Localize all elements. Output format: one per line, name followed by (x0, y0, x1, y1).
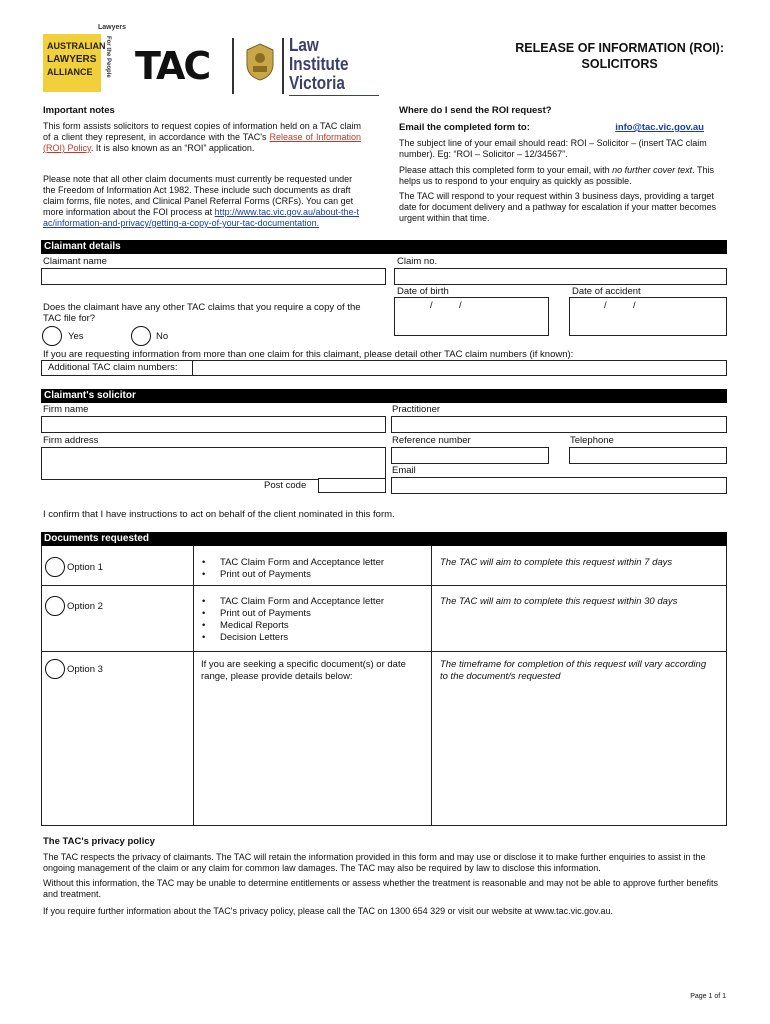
list-item: • Medical Reports (200, 620, 384, 632)
practitioner-field[interactable] (391, 416, 727, 433)
row-divider (432, 651, 727, 652)
practitioner-label: Practitioner (392, 404, 441, 415)
option-2-items (200, 596, 384, 644)
telephone-label: Telephone (570, 435, 614, 446)
law-institute-victoria-logo: Law Institute Victoria (289, 35, 349, 93)
no-label: No (156, 331, 169, 342)
list-item: • TAC Claim Form and Acceptance letter (200, 557, 384, 569)
firm-name-field[interactable] (41, 416, 386, 433)
option-3-radio[interactable] (45, 659, 65, 679)
option-1-label: Option 1 (67, 562, 103, 573)
row-divider (432, 585, 727, 586)
important-notes-paragraph-2: Please note that all other claim documents must currently be requested under the Freedom of Information Act 1982. These include such documents as draft claim forms, file notes, and Clinical Panel Referral Forms (CRFs). You can get more information about the FOI process at http://www.tac.vic.gov.au/about-the-tac/information-and-privacy/getting-a-copy-of-your-tac-documentation. (43, 174, 360, 228)
roi-policy-link[interactable]: Release of Information (ROI) Policy (43, 132, 361, 153)
documents-header: Documents requested (41, 532, 727, 546)
list-item: • Print out of Payments (200, 569, 384, 581)
postcode-field[interactable] (318, 478, 386, 493)
tac-email-link[interactable]: info@tac.vic.gov.au (615, 122, 704, 133)
privacy-heading: The TAC's privacy policy (43, 836, 155, 847)
option-3-cell (41, 652, 194, 826)
telephone-field[interactable] (569, 447, 727, 464)
solicitor-email-field[interactable] (391, 477, 727, 494)
page-number: Page 1 of 1 (690, 993, 726, 1000)
solicitor-header: Claimant's solicitor (41, 389, 727, 403)
firm-address-label: Firm address (43, 435, 99, 446)
claimant-details-header: Claimant details (41, 240, 727, 254)
claimant-name-field[interactable] (41, 268, 386, 285)
foi-link[interactable]: http://www.tac.vic.gov.au/about-the-tac/information-and-privacy/getting-a-copy-of-your-tac-documentation. (43, 207, 360, 228)
australian-lawyers-alliance-logo (43, 34, 106, 92)
liv-logo-bottom-rule (289, 95, 379, 96)
ala-logo-top-text: Lawyers (98, 24, 127, 31)
additional-claims-label: Additional TAC claim numbers: (48, 362, 178, 373)
ala-logo-text: AUSTRALIAN LAWYERS ALLIANCE (47, 41, 106, 77)
other-claims-question: Does the claimant have any other TAC claims that you require a copy of the TAC file for? (43, 302, 361, 324)
option-3-timeframe: The timeframe for completion of this request will vary according to the document/s requested (440, 659, 707, 682)
list-item: • Decision Letters (200, 632, 384, 644)
doa-field[interactable] (569, 297, 727, 336)
liv-crest-icon (243, 42, 277, 82)
email-label: Email the completed form to: (399, 122, 530, 133)
claimant-name-label: Claimant name (43, 256, 107, 267)
reference-field[interactable] (391, 447, 549, 464)
page-title: RELEASE OF INFORMATION (ROI): SOLICITORS (515, 41, 724, 71)
option-1-items (200, 557, 384, 581)
list-item: • Print out of Payments (200, 608, 384, 620)
list-item: • TAC Claim Form and Acceptance letter (200, 596, 384, 608)
yes-label: Yes (68, 331, 84, 342)
confirm-statement: I confirm that I have instructions to act on behalf of the client nominated in this form. (43, 509, 395, 520)
ala-logo-side-text: For the People (105, 36, 111, 78)
option-2-cell (41, 586, 194, 652)
send-paragraph-1: The subject line of your email should read: ROI – Solicitor – (insert TAC claim number). Eg: “ROI – Solicitor – 12/34567”. (399, 138, 707, 159)
dob-separators: / / (430, 300, 462, 311)
other-claims-instruction: If you are requesting information from more than one claim for this claimant, please detail other TAC claim numbers (if known): (43, 349, 574, 360)
privacy-paragraph-1: The TAC respects the privacy of claimants. The TAC will retain the information provided in this form and may use or disclose it to make further enquiries to assist in the ongoing management of the claim or any claim for common law damages. The TAC may also be required by law to disclose this information. (43, 852, 706, 873)
option-1-radio[interactable] (45, 557, 65, 577)
firm-address-field[interactable] (41, 447, 386, 480)
dob-label: Date of birth (397, 286, 449, 297)
option-2-label: Option 2 (67, 601, 103, 612)
liv-divider-2 (282, 38, 284, 94)
no-radio[interactable] (131, 326, 151, 346)
dob-field[interactable] (394, 297, 549, 336)
privacy-paragraph-3: If you require further information about the TAC's privacy policy, please call the TAC on 1300 654 329 or visit our website at www.tac.vic.gov.au. (43, 906, 614, 916)
send-heading: Where do I send the ROI request? (399, 105, 552, 116)
send-paragraph-3: The TAC will respond to your request within 3 business days, providing a target date for document delivery and a pathway for escalation if your matter becomes urgent within that time. (399, 191, 717, 223)
option-3-detail: If you are seeking a specific document(s) or date range, please provide details below: (201, 659, 406, 682)
claim-no-label: Claim no. (397, 256, 438, 267)
important-notes-paragraph-1: This form assists solicitors to request copies of information held on a TAC claim of a client they represent, in accordance with the TAC's Release of Information (ROI) Policy. It is also known as an “ROI” application. (43, 121, 361, 153)
doa-separators: / / (604, 300, 636, 311)
option-3-label: Option 3 (67, 664, 103, 675)
claim-no-field[interactable] (394, 268, 727, 285)
liv-divider (232, 38, 234, 94)
option-2-radio[interactable] (45, 596, 65, 616)
privacy-paragraph-2: Without this information, the TAC may be unable to determine entitlements or assess whether the treatment is reasonable and may not be able to approve further benefits and treatment. (43, 878, 719, 899)
yes-radio[interactable] (42, 326, 62, 346)
email-field-label: Email (392, 465, 416, 476)
option-2-timeframe: The TAC will aim to complete this request within 30 days (440, 596, 678, 607)
send-paragraph-2: Please attach this completed form to your email, with no further cover text. This helps us to respond to your enquiry as quickly as possible. (399, 165, 715, 186)
firm-name-label: Firm name (43, 404, 89, 415)
reference-label: Reference number (392, 435, 471, 446)
option-1-timeframe: The TAC will aim to complete this request within 7 days (440, 557, 673, 568)
doa-label: Date of accident (572, 286, 641, 297)
tac-logo: TAC (135, 44, 210, 88)
postcode-label: Post code (264, 480, 307, 491)
important-notes-heading: Important notes (43, 105, 115, 116)
